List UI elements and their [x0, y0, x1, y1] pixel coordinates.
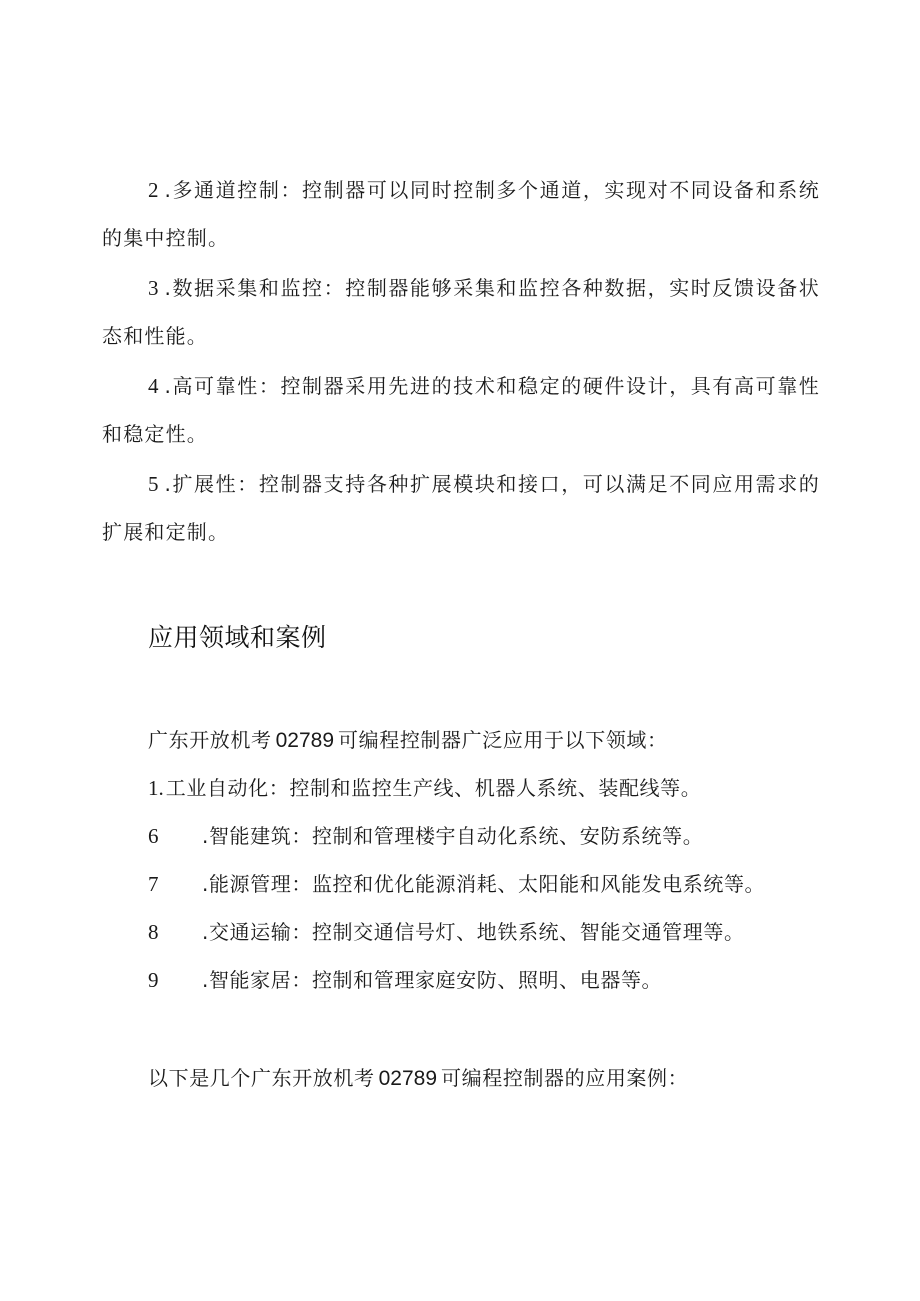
feature-item-extensibility [102, 460, 820, 556]
field-number: 1. [148, 776, 164, 800]
cases-text-after: 可编程控制器的应用案例： [441, 1066, 689, 1090]
feature-text: .数据采集和监控：控制器能够采集和监控各种数据，实时反馈设备状态和性能。 [102, 276, 820, 348]
course-code: 02789 [275, 729, 335, 752]
feature-text: .多通道控制：控制器可以同时控制多个通道，实现对不同设备和系统的集中控制。 [102, 178, 820, 250]
application-intro [148, 726, 668, 755]
field-text: 工业自动化：控制和监控生产线、机器人系统、装配线等。 [165, 776, 702, 800]
intro-text-before: 广东开放机考 [148, 728, 272, 752]
field-number: 7 [148, 872, 159, 896]
feature-number: 2 [148, 178, 159, 202]
section-heading: 应用领域和案例 [148, 624, 327, 652]
feature-item-reliability [102, 362, 820, 458]
cases-intro [148, 1064, 688, 1093]
feature-number: 3 [148, 276, 159, 300]
feature-item-data-acquisition [102, 264, 820, 360]
field-number: 9 [148, 968, 159, 992]
field-item-industrial [148, 774, 701, 802]
field-text: .智能建筑：控制和管理楼宇自动化系统、安防系统等。 [202, 824, 704, 848]
field-number: 8 [148, 920, 159, 944]
field-item-transport [148, 918, 745, 946]
cases-text-before: 以下是几个广东开放机考 [148, 1066, 375, 1090]
field-text: .交通运输：控制交通信号灯、地铁系统、智能交通管理等。 [202, 920, 745, 944]
field-number: 6 [148, 824, 159, 848]
field-item-smart-home [148, 966, 662, 994]
feature-text: .扩展性：控制器支持各种扩展模块和接口，可以满足不同应用需求的扩展和定制。 [102, 472, 820, 544]
field-item-building [148, 822, 703, 850]
course-code: 02789 [378, 1067, 438, 1090]
field-text: .能源管理：监控和优化能源消耗、太阳能和风能发电系统等。 [202, 872, 766, 896]
field-item-energy [148, 870, 765, 898]
feature-text: .高可靠性：控制器采用先进的技术和稳定的硬件设计，具有高可靠性和稳定性。 [102, 374, 820, 446]
feature-number: 4 [148, 374, 159, 398]
intro-text-after: 可编程控制器广泛应用于以下领域： [338, 728, 668, 752]
feature-number: 5 [148, 472, 159, 496]
feature-item-multichannel [102, 166, 820, 262]
field-text: .智能家居：控制和管理家庭安防、照明、电器等。 [202, 968, 663, 992]
